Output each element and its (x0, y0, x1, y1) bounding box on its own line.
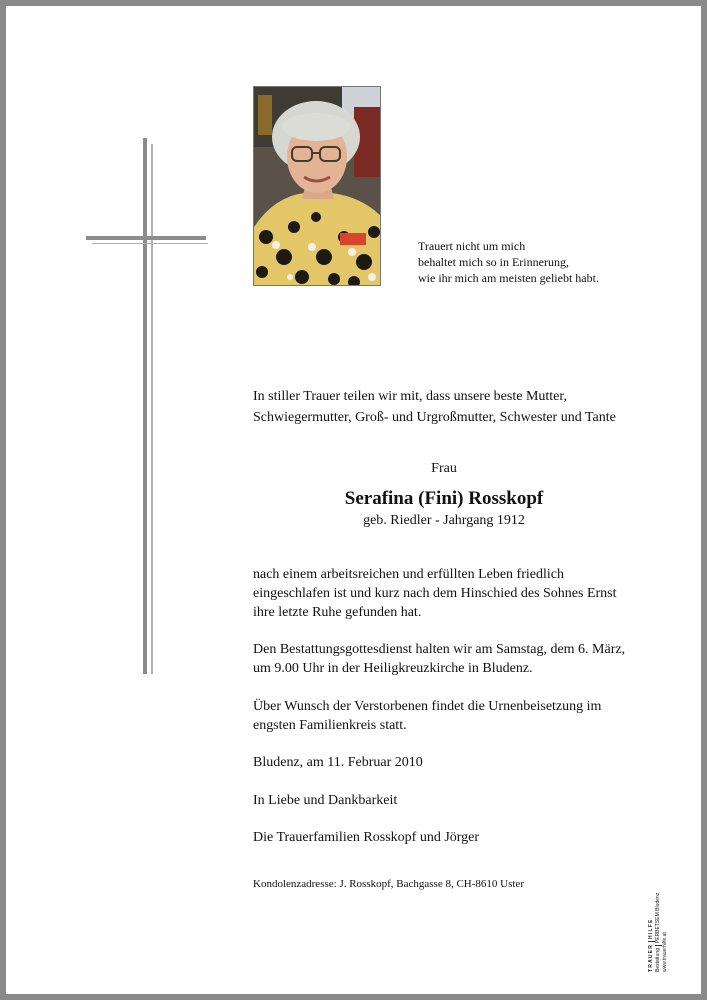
honorific: Frau (431, 461, 457, 476)
announcement-intro (253, 386, 653, 428)
paragraph-burial (253, 697, 653, 735)
deceased-name: Serafina (Fini) Rosskopf (344, 488, 544, 509)
paragraph-passing (253, 565, 653, 622)
imprint-brand-left: TRAUER (648, 943, 654, 972)
text-line: eingeschlafen ist und kurz nach dem Hinschied des Sohnes Ernst (253, 586, 617, 601)
deceased-block (253, 460, 635, 530)
portrait-photo (253, 86, 381, 286)
imprint-brand-right: HILFE (648, 918, 654, 939)
closing-words: In Liebe und Dankbarkeit (253, 793, 398, 808)
quote-line: Trauert nicht um mich (418, 239, 526, 253)
text-line: ihre letzte Ruhe gefunden hat. (253, 605, 422, 620)
condolence-address: Kondolenzadresse: J. Rosskopf, Bachgasse 8, CH-8610 Uster (253, 878, 524, 890)
text-line: um 9.00 Uhr in der Heiligkreuzkirche in Bludenz. (253, 661, 533, 676)
birth-info: geb. Riedler - Jahrgang 1912 (363, 513, 525, 528)
text-line: Den Bestattungsgottesdienst halten wir am Samstag, dem 6. März, (253, 642, 626, 657)
place-date: Bludenz, am 11. Februar 2010 (253, 755, 423, 770)
quote-line: wie ihr mich am meisten geliebt habt. (418, 271, 599, 285)
grieving-families: Die Trauerfamilien Rosskopf und Jörger (253, 830, 480, 845)
memorial-quote (418, 238, 658, 286)
paragraph-funeral-service (253, 640, 653, 678)
imprint-sub-left: Bestattung (655, 948, 661, 972)
intro-line: In stiller Trauer teilen wir mit, dass unsere beste Mutter, (253, 389, 567, 404)
intro-line: Schwiegermutter, Groß- und Urgroßmutter, Schwester und Tante (253, 410, 616, 425)
text-line: engsten Familienkreis statt. (253, 718, 407, 733)
text-line: Über Wunsch der Verstorbenen findet die Urnenbeisetzung im (253, 699, 602, 714)
text-line: nach einem arbeitsreichen und erfüllten Leben friedlich (253, 567, 564, 582)
imprint-sub-right: PERBETSEM Bludenz (655, 892, 661, 944)
quote-line: behaltet mich so in Erinnerung, (418, 255, 569, 269)
imprint-web: www.trauerhilfe.at (662, 932, 668, 972)
funeral-home-imprint (648, 868, 672, 972)
